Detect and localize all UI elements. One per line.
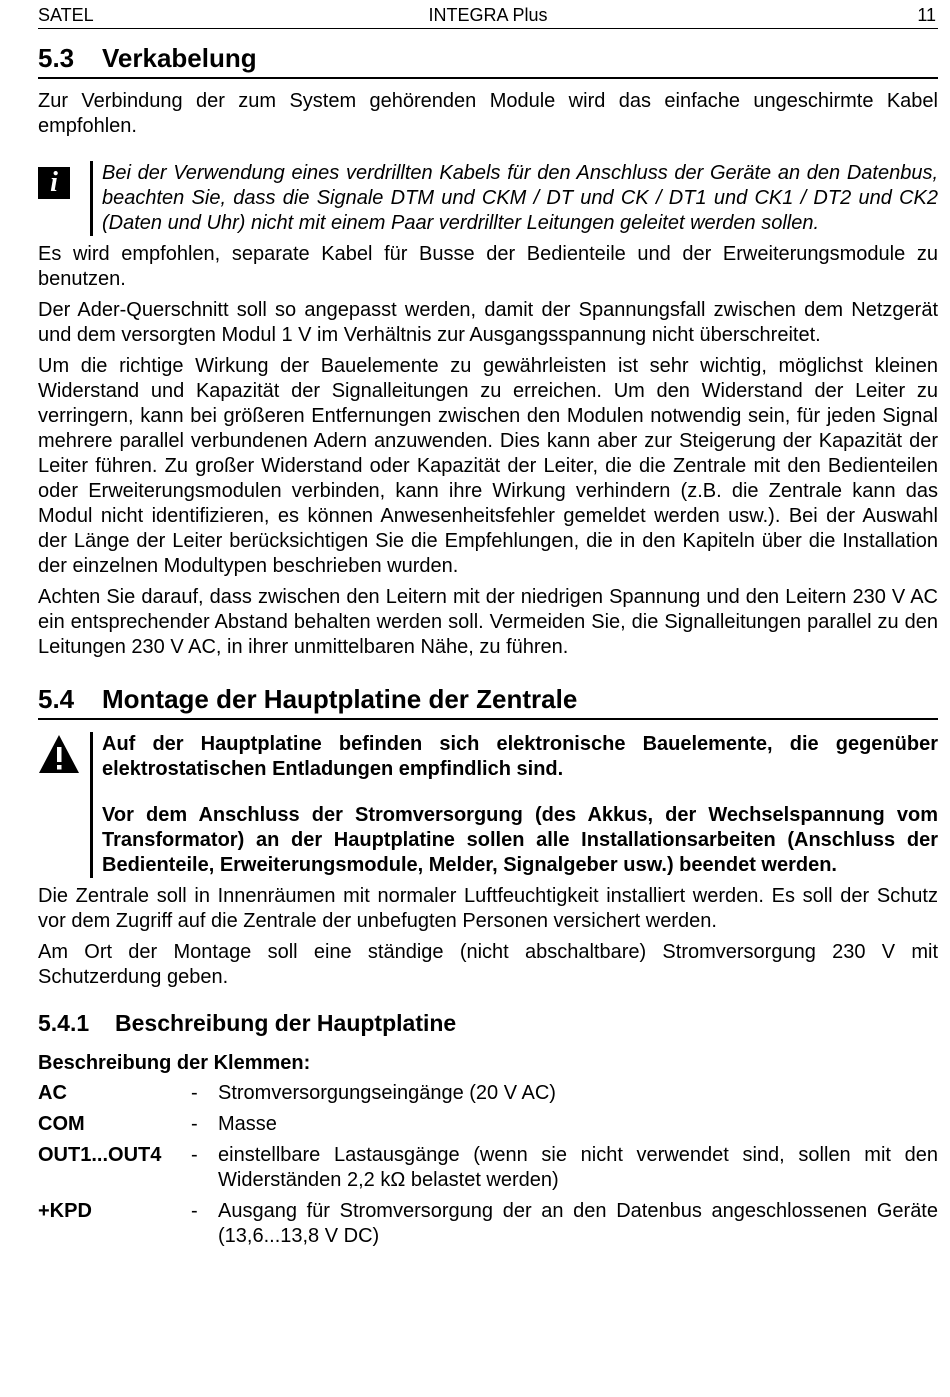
warning-note <box>38 732 938 878</box>
paragraph: Zur Verbindung der zum System gehörenden Module wird das einfache ungeschirmte Kabel empfohlen. <box>38 90 938 137</box>
warning-text-block <box>102 732 938 878</box>
paragraph: Am Ort der Montage soll eine ständige (nicht abschaltbare) Stromversorgung 230 V mit Schutzerdung geben. <box>38 941 938 988</box>
terminal-description: einstellbare Lastausgänge (wenn sie nicht verwendet sind, sollen mit den Widerständen 2,2 kΩ belastet werden) <box>218 1144 938 1191</box>
terminal-row <box>38 1199 938 1249</box>
terminal-name: COM <box>38 1113 85 1135</box>
terminal-row <box>38 1143 938 1193</box>
paragraph: Es wird empfohlen, separate Kabel für Busse der Bedienteile und der Erweiterungsmodule zu benutzen. <box>38 243 938 290</box>
warning-text: Vor dem Anschluss der Stromversorgung (des Akkus, der Wechselspannung vom Transformator) an der Hauptplatine sollen alle Installationsarbeiten (Anschluss der Bedienteile, Erweiterungsmodule, Melder, Signalgeber usw.) beendet werden. <box>102 804 938 876</box>
warning-text: Auf der Hauptplatine befinden sich elektronische Bauelemente, die gegenüber elektrostatischen Entladungen empfindlich sind. <box>102 733 938 780</box>
section-title: Montage der Hauptplatine der Zentrale <box>102 684 578 714</box>
terminal-dash: - <box>191 1082 198 1104</box>
note-text: Bei der Verwendung eines verdrillten Kabels für den Anschluss der Geräte an den Datenbus, beachten Sie, dass die Signale DTM und CKM / DT und CK / DT1 und CK1 / DT2 und CK2 (Daten und Uhr) nicht mit einem Paar verdrillter Leitungen geleitet werden sollen. <box>102 162 938 234</box>
terminal-dash: - <box>191 1200 198 1222</box>
info-note <box>38 161 938 236</box>
running-header <box>38 0 938 29</box>
section-number: 5.4 <box>38 684 75 714</box>
terminal-dash: - <box>191 1113 198 1135</box>
subsection-heading-5-4-1 <box>38 1010 938 1037</box>
section-number: 5.3 <box>38 43 75 73</box>
note-bar <box>90 161 93 236</box>
terminal-description: Masse <box>218 1113 277 1135</box>
terminal-row <box>38 1081 938 1106</box>
section-title: Verkabelung <box>102 43 257 73</box>
document-page <box>38 0 938 1249</box>
subsection-title: Beschreibung der Hauptplatine <box>115 1010 457 1036</box>
terminal-name: OUT1...OUT4 <box>38 1144 162 1166</box>
page-number: 11 <box>917 5 936 25</box>
terminal-dash: - <box>191 1144 198 1166</box>
paragraph: Um die richtige Wirkung der Bauelemente zu gewährleisten ist sehr wichtig, möglichst kleinen Widerstand und Kapazität der Signalleitungen zu erreichen. Um den Widerstand der Leiter zu verringern, kann bei größeren Entfernungen zwischen den Modulen notwendig sein, für jeden Signal mehrere parallel verbundenen Adern anzuwenden. Dies kann aber zur Steigerung der Kapazität der Leiter führen. Zu großer Widerstand oder Kapazität der Leiter, die die Zentrale mit den Bedienteilen oder Erweiterungsmodulen verbinden, kann ihre Wirkung verhindern (z.B. die Zentrale kann das Modul nicht identifizieren, es können Anwesenheitsfehler gemeldet werden usw.). Bei der Auswahl der Länge der Leiter berücksichtigen Sie die Empfehlungen, die in den Kapiteln über die Installation der einzelnen Modultypen beschrieben wurden. <box>38 355 938 577</box>
warning-icon <box>38 734 80 774</box>
paragraph: Der Ader-Querschnitt soll so angepasst werden, damit der Spannungsfall zwischen dem Netzgerät und dem versorgten Modul 1 V im Verhältnis zur Ausgangsspannung nicht überschreitet. <box>38 299 938 346</box>
terminal-description: Stromversorgungseingänge (20 V AC) <box>218 1082 556 1104</box>
terminal-name: AC <box>38 1082 67 1104</box>
terminal-description: Ausgang für Stromversorgung der an den Datenbus angeschlossenen Geräte (13,6...13,8 V DC) <box>218 1200 938 1247</box>
subsection-number: 5.4.1 <box>38 1010 90 1036</box>
note-bar <box>90 732 93 878</box>
header-brand: SATEL <box>38 5 94 25</box>
terminal-name: +KPD <box>38 1200 92 1222</box>
header-product: INTEGRA Plus <box>428 5 548 25</box>
section-heading-5-3 <box>38 43 938 79</box>
terminals-heading: Beschreibung der Klemmen: <box>38 1052 311 1074</box>
terminal-row <box>38 1112 938 1137</box>
paragraph: Die Zentrale soll in Innenräumen mit normaler Luftfeuchtigkeit installiert werden. Es soll der Schutz vor dem Zugriff auf die Zentrale der unbefugten Personen versichert werden. <box>38 885 938 932</box>
info-icon: i <box>38 167 70 199</box>
section-heading-5-4 <box>38 684 938 720</box>
paragraph: Achten Sie darauf, dass zwischen den Leitern mit der niedrigen Spannung und den Leitern 230 V AC ein entsprechender Abstand behalten werden soll. Vermeiden Sie, die Signalleitungen parallel zu den Leitungen 230 V AC, in ihrer unmittelbaren Nähe, zu führen. <box>38 586 938 658</box>
